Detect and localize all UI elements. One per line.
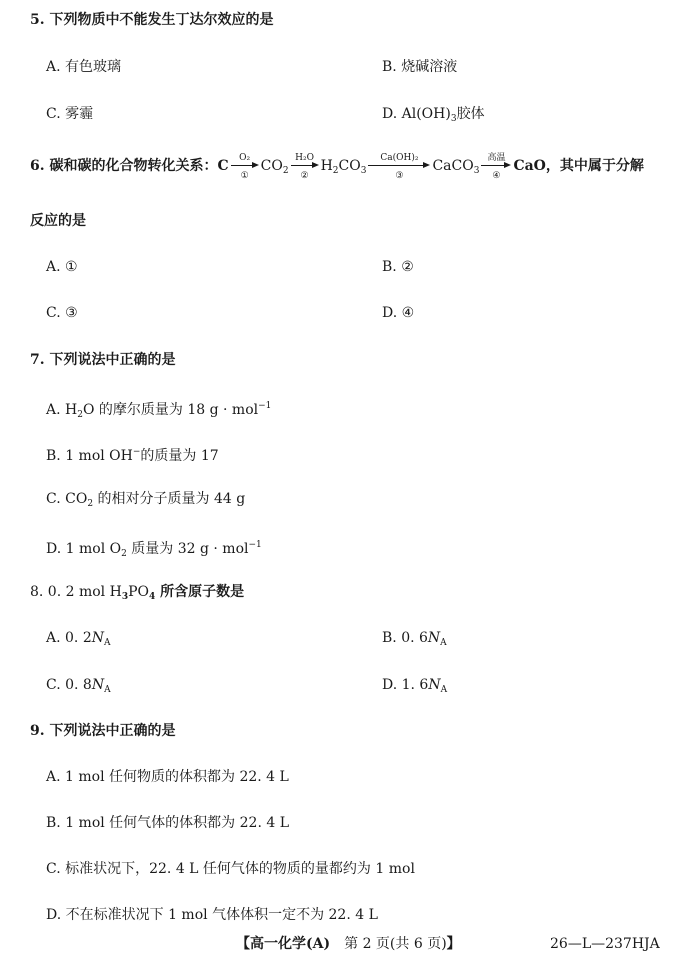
q7-option-b: B. 1 mol OH−的质量为 17 [46, 447, 219, 464]
q8-option-b: B. 0. $6N_A$ [382, 630, 447, 648]
q9-option-b: B. 1 mol 任何气体的体积都为 22. 4 L [46, 815, 289, 831]
q5-d-post: 胶体 [456, 106, 485, 122]
q6-caco3: CaCO$_3$ [432, 158, 480, 176]
arrow1-step: ① [240, 171, 249, 181]
arrow1-reagent: O₂ [239, 153, 251, 163]
reaction-arrow-3 [368, 151, 430, 181]
q7-option-a: A. $H_2O$ 的摩尔质量为 18 g · mol$^{-1}$ [46, 401, 272, 420]
q7-option-c: C. $CO_2$ 的相对分子质量为 44 g [46, 491, 246, 509]
q7-option-d: D. 1 mol $O_2$ 质量为 32 g · mol$^{-1}$ [46, 540, 262, 559]
q9-option-d: D. 不在标准状况下 1 mol 气体体积一定不为 22. 4 L [46, 907, 378, 923]
q5-d-sub: 3 [450, 114, 457, 124]
q5-option-d [382, 104, 485, 129]
arrow3-step: ③ [395, 171, 404, 181]
q6-co2: $CO_2$ [260, 158, 289, 176]
arrow2-step: ② [300, 171, 309, 181]
reaction-arrow-4 [481, 151, 511, 181]
q5-stem: 5. 下列物质中不能发生丁达尔效应的是 [30, 12, 274, 28]
arrow4-condition: 高温 [487, 153, 506, 163]
q6-option-d: D. ④ [382, 305, 415, 321]
arrow2-reagent: H₂O [295, 153, 314, 163]
q6-option-c: C. ③ [46, 305, 78, 321]
q6-stem [30, 151, 644, 186]
q6-stem-post: CaO，其中属于分解 [513, 158, 644, 174]
q9-option-a: A. 1 mol 任何物质的体积都为 22. 4 L [46, 769, 289, 785]
q8-option-c: C. 0. $8N_A$ [46, 677, 111, 695]
q5-d-pre: D. Al(OH) [382, 106, 451, 122]
q7-stem: 7. 下列说法中正确的是 [30, 352, 176, 368]
q8-option-a: A. 0. $2N_A$ [46, 630, 111, 648]
arrow4-step: ④ [492, 171, 501, 181]
reaction-arrow-1 [231, 151, 259, 181]
q6-h2co3: $H_2CO_3$ [320, 158, 367, 176]
reaction-arrow-2 [291, 151, 319, 181]
q8-stem: 8. 0. 2 mol $H_3PO_4$ 所含原子数是 [30, 584, 245, 602]
footer-page-info: 【高一化学(A) 第 2 页(共 6 页)】 [236, 936, 461, 952]
q5-option-c: C. 雾霾 [46, 106, 94, 122]
q6-option-a: A. ① [46, 259, 78, 275]
q9-option-c: C. 标准状况下，22. 4 L 任何气体的物质的量都约为 1 mol [46, 861, 415, 877]
q8-option-d: D. 1. $6N_A$ [382, 677, 448, 695]
q6-option-b: B. ② [382, 259, 414, 275]
q6-stem-line2: 反应的是 [30, 213, 86, 229]
footer-code: 26—L—237HJA [550, 936, 660, 952]
q5-option-b: B. 烧碱溶液 [382, 59, 458, 75]
q9-stem: 9. 下列说法中正确的是 [30, 723, 176, 739]
q6-stem-pre: 6. 碳和碳的化合物转化关系：C [30, 158, 229, 174]
q5-option-a: A. 有色玻璃 [46, 59, 122, 75]
arrow3-reagent: Ca(OH)₂ [380, 153, 419, 163]
